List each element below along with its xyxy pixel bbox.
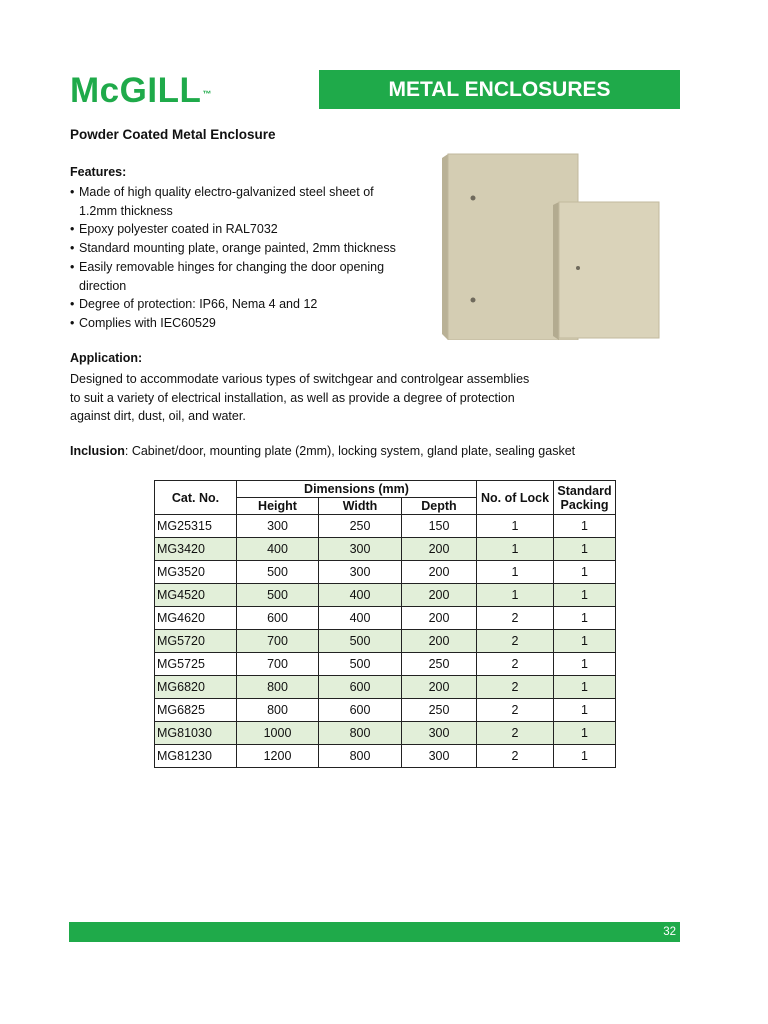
cell-depth: 200: [402, 584, 477, 607]
feature-text: direction: [79, 278, 127, 293]
header-no-of-lock: No. of Lock: [477, 481, 554, 515]
cell-depth: 200: [402, 676, 477, 699]
cell-width: 400: [319, 584, 402, 607]
cell-packing: 1: [554, 722, 616, 745]
cell-packing: 1: [554, 538, 616, 561]
cell-depth: 250: [402, 699, 477, 722]
feature-text: 1.2mm thickness: [79, 203, 173, 218]
table-row: [155, 538, 616, 561]
cell-locks: 2: [477, 699, 554, 722]
feature-item: • Complies with IEC60529: [70, 314, 430, 333]
product-subtitle: Powder Coated Metal Enclosure: [70, 127, 276, 142]
large-enclosure-lock: [471, 196, 476, 201]
table-row: [155, 722, 616, 745]
cell-cat-no: MG81230: [155, 745, 237, 768]
cell-depth: 200: [402, 538, 477, 561]
cell-packing: 1: [554, 515, 616, 538]
feature-text: Made of high quality electro-galvanized steel sheet of: [79, 185, 374, 199]
cell-height: 300: [237, 515, 319, 538]
table-row: [155, 515, 616, 538]
cell-height: 600: [237, 607, 319, 630]
cell-height: 500: [237, 584, 319, 607]
inclusion-text: : Cabinet/door, mounting plate (2mm), locking system, gland plate, sealing gasket: [124, 444, 576, 458]
page-title: METAL ENCLOSURES: [388, 77, 611, 101]
cell-locks: 1: [477, 515, 554, 538]
trademark-mark: ™: [202, 89, 212, 99]
cell-locks: 2: [477, 653, 554, 676]
header-depth: Depth: [402, 498, 477, 515]
table-row: [155, 653, 616, 676]
cell-height: 1200: [237, 745, 319, 768]
features-heading: Features:: [70, 165, 127, 179]
feature-text: Complies with IEC60529: [79, 315, 216, 330]
header-height: Height: [237, 498, 319, 515]
cell-width: 250: [319, 515, 402, 538]
small-enclosure-side: [553, 202, 559, 340]
cell-depth: 150: [402, 515, 477, 538]
cell-height: 800: [237, 676, 319, 699]
feature-item: • Degree of protection: IP66, Nema 4 and 12: [70, 295, 430, 314]
cell-depth: 250: [402, 653, 477, 676]
inclusion-line: [70, 444, 575, 458]
cell-depth: 300: [402, 745, 477, 768]
feature-item: • Made of high quality electro-galvanized steel sheet of: [70, 183, 430, 202]
page-title-banner: [319, 70, 680, 109]
features-list: [70, 183, 430, 333]
enclosure-product-photo: [440, 150, 665, 340]
cell-width: 300: [319, 538, 402, 561]
cell-locks: 2: [477, 722, 554, 745]
cell-depth: 200: [402, 561, 477, 584]
large-enclosure-lock: [471, 298, 476, 303]
cell-depth: 300: [402, 722, 477, 745]
cell-width: 300: [319, 561, 402, 584]
feature-text: Epoxy polyester coated in RAL7032: [79, 222, 278, 237]
table-row: [155, 676, 616, 699]
inclusion-label: Inclusion: [70, 444, 125, 458]
footer-bar: [69, 922, 680, 942]
cell-depth: 200: [402, 630, 477, 653]
application-line: to suit a variety of electrical installation, as well as provide a degree of protection: [70, 390, 515, 405]
cell-cat-no: MG3420: [155, 538, 237, 561]
small-enclosure-door: [559, 202, 659, 338]
table-row: [155, 607, 616, 630]
feature-item: [70, 202, 430, 221]
table-row: [155, 699, 616, 722]
feature-item: • Easily removable hinges for changing the door opening: [70, 258, 430, 277]
cell-width: 600: [319, 676, 402, 699]
cell-width: 800: [319, 722, 402, 745]
cell-packing: 1: [554, 630, 616, 653]
cell-locks: 1: [477, 584, 554, 607]
brand-logo: [70, 72, 212, 110]
cell-cat-no: MG25315: [155, 515, 237, 538]
cell-width: 500: [319, 630, 402, 653]
brand-name: McGILL: [70, 71, 202, 110]
cell-width: 500: [319, 653, 402, 676]
application-line: Designed to accommodate various types of switchgear and controlgear assemblies: [70, 372, 530, 386]
cell-locks: 2: [477, 745, 554, 768]
large-enclosure-side: [442, 154, 448, 340]
table-row: [155, 584, 616, 607]
cell-packing: 1: [554, 584, 616, 607]
table-row: [155, 630, 616, 653]
table-row: [155, 745, 616, 768]
cell-depth: 200: [402, 607, 477, 630]
feature-text: Easily removable hinges for changing the door opening: [79, 259, 385, 274]
cell-locks: 2: [477, 630, 554, 653]
cell-cat-no: MG4520: [155, 584, 237, 607]
feature-text: Standard mounting plate, orange painted, 2mm thickness: [79, 241, 396, 256]
dimensions-table: [154, 480, 616, 768]
cell-width: 400: [319, 607, 402, 630]
application-heading: Application:: [70, 351, 143, 365]
small-enclosure-lock: [576, 266, 580, 270]
page-number: 32: [663, 926, 676, 938]
cell-locks: 2: [477, 607, 554, 630]
feature-text: Degree of protection: IP66, Nema 4 and 12: [79, 297, 318, 312]
cell-height: 800: [237, 699, 319, 722]
cell-locks: 2: [477, 676, 554, 699]
application-line: against dirt, dust, oil, and water.: [70, 409, 246, 424]
cell-height: 700: [237, 653, 319, 676]
application-text: [70, 370, 540, 426]
feature-item: [70, 277, 430, 296]
cell-locks: 1: [477, 538, 554, 561]
header-width: Width: [319, 498, 402, 515]
cell-height: 500: [237, 561, 319, 584]
feature-item: • Epoxy polyester coated in RAL7032: [70, 220, 430, 239]
cell-packing: 1: [554, 676, 616, 699]
cell-cat-no: MG5725: [155, 653, 237, 676]
header-packing-line: Packing: [560, 497, 609, 512]
table-row: [155, 561, 616, 584]
header-standard-packing: [554, 481, 616, 515]
cell-locks: 1: [477, 561, 554, 584]
cell-cat-no: MG81030: [155, 722, 237, 745]
header-dimensions: Dimensions (mm): [237, 481, 477, 498]
cell-packing: 1: [554, 699, 616, 722]
cell-height: 400: [237, 538, 319, 561]
cell-packing: 1: [554, 607, 616, 630]
cell-cat-no: MG6820: [155, 676, 237, 699]
cell-cat-no: MG5720: [155, 630, 237, 653]
cell-width: 800: [319, 745, 402, 768]
cell-width: 600: [319, 699, 402, 722]
header-packing-line: Standard: [557, 483, 612, 498]
feature-item: • Standard mounting plate, orange painted, 2mm thickness: [70, 239, 430, 258]
cell-packing: 1: [554, 745, 616, 768]
cell-height: 700: [237, 630, 319, 653]
cell-height: 1000: [237, 722, 319, 745]
cell-cat-no: MG3520: [155, 561, 237, 584]
header-cat-no: Cat. No.: [155, 481, 237, 515]
cell-cat-no: MG6825: [155, 699, 237, 722]
cell-packing: 1: [554, 561, 616, 584]
cell-packing: 1: [554, 653, 616, 676]
cell-cat-no: MG4620: [155, 607, 237, 630]
